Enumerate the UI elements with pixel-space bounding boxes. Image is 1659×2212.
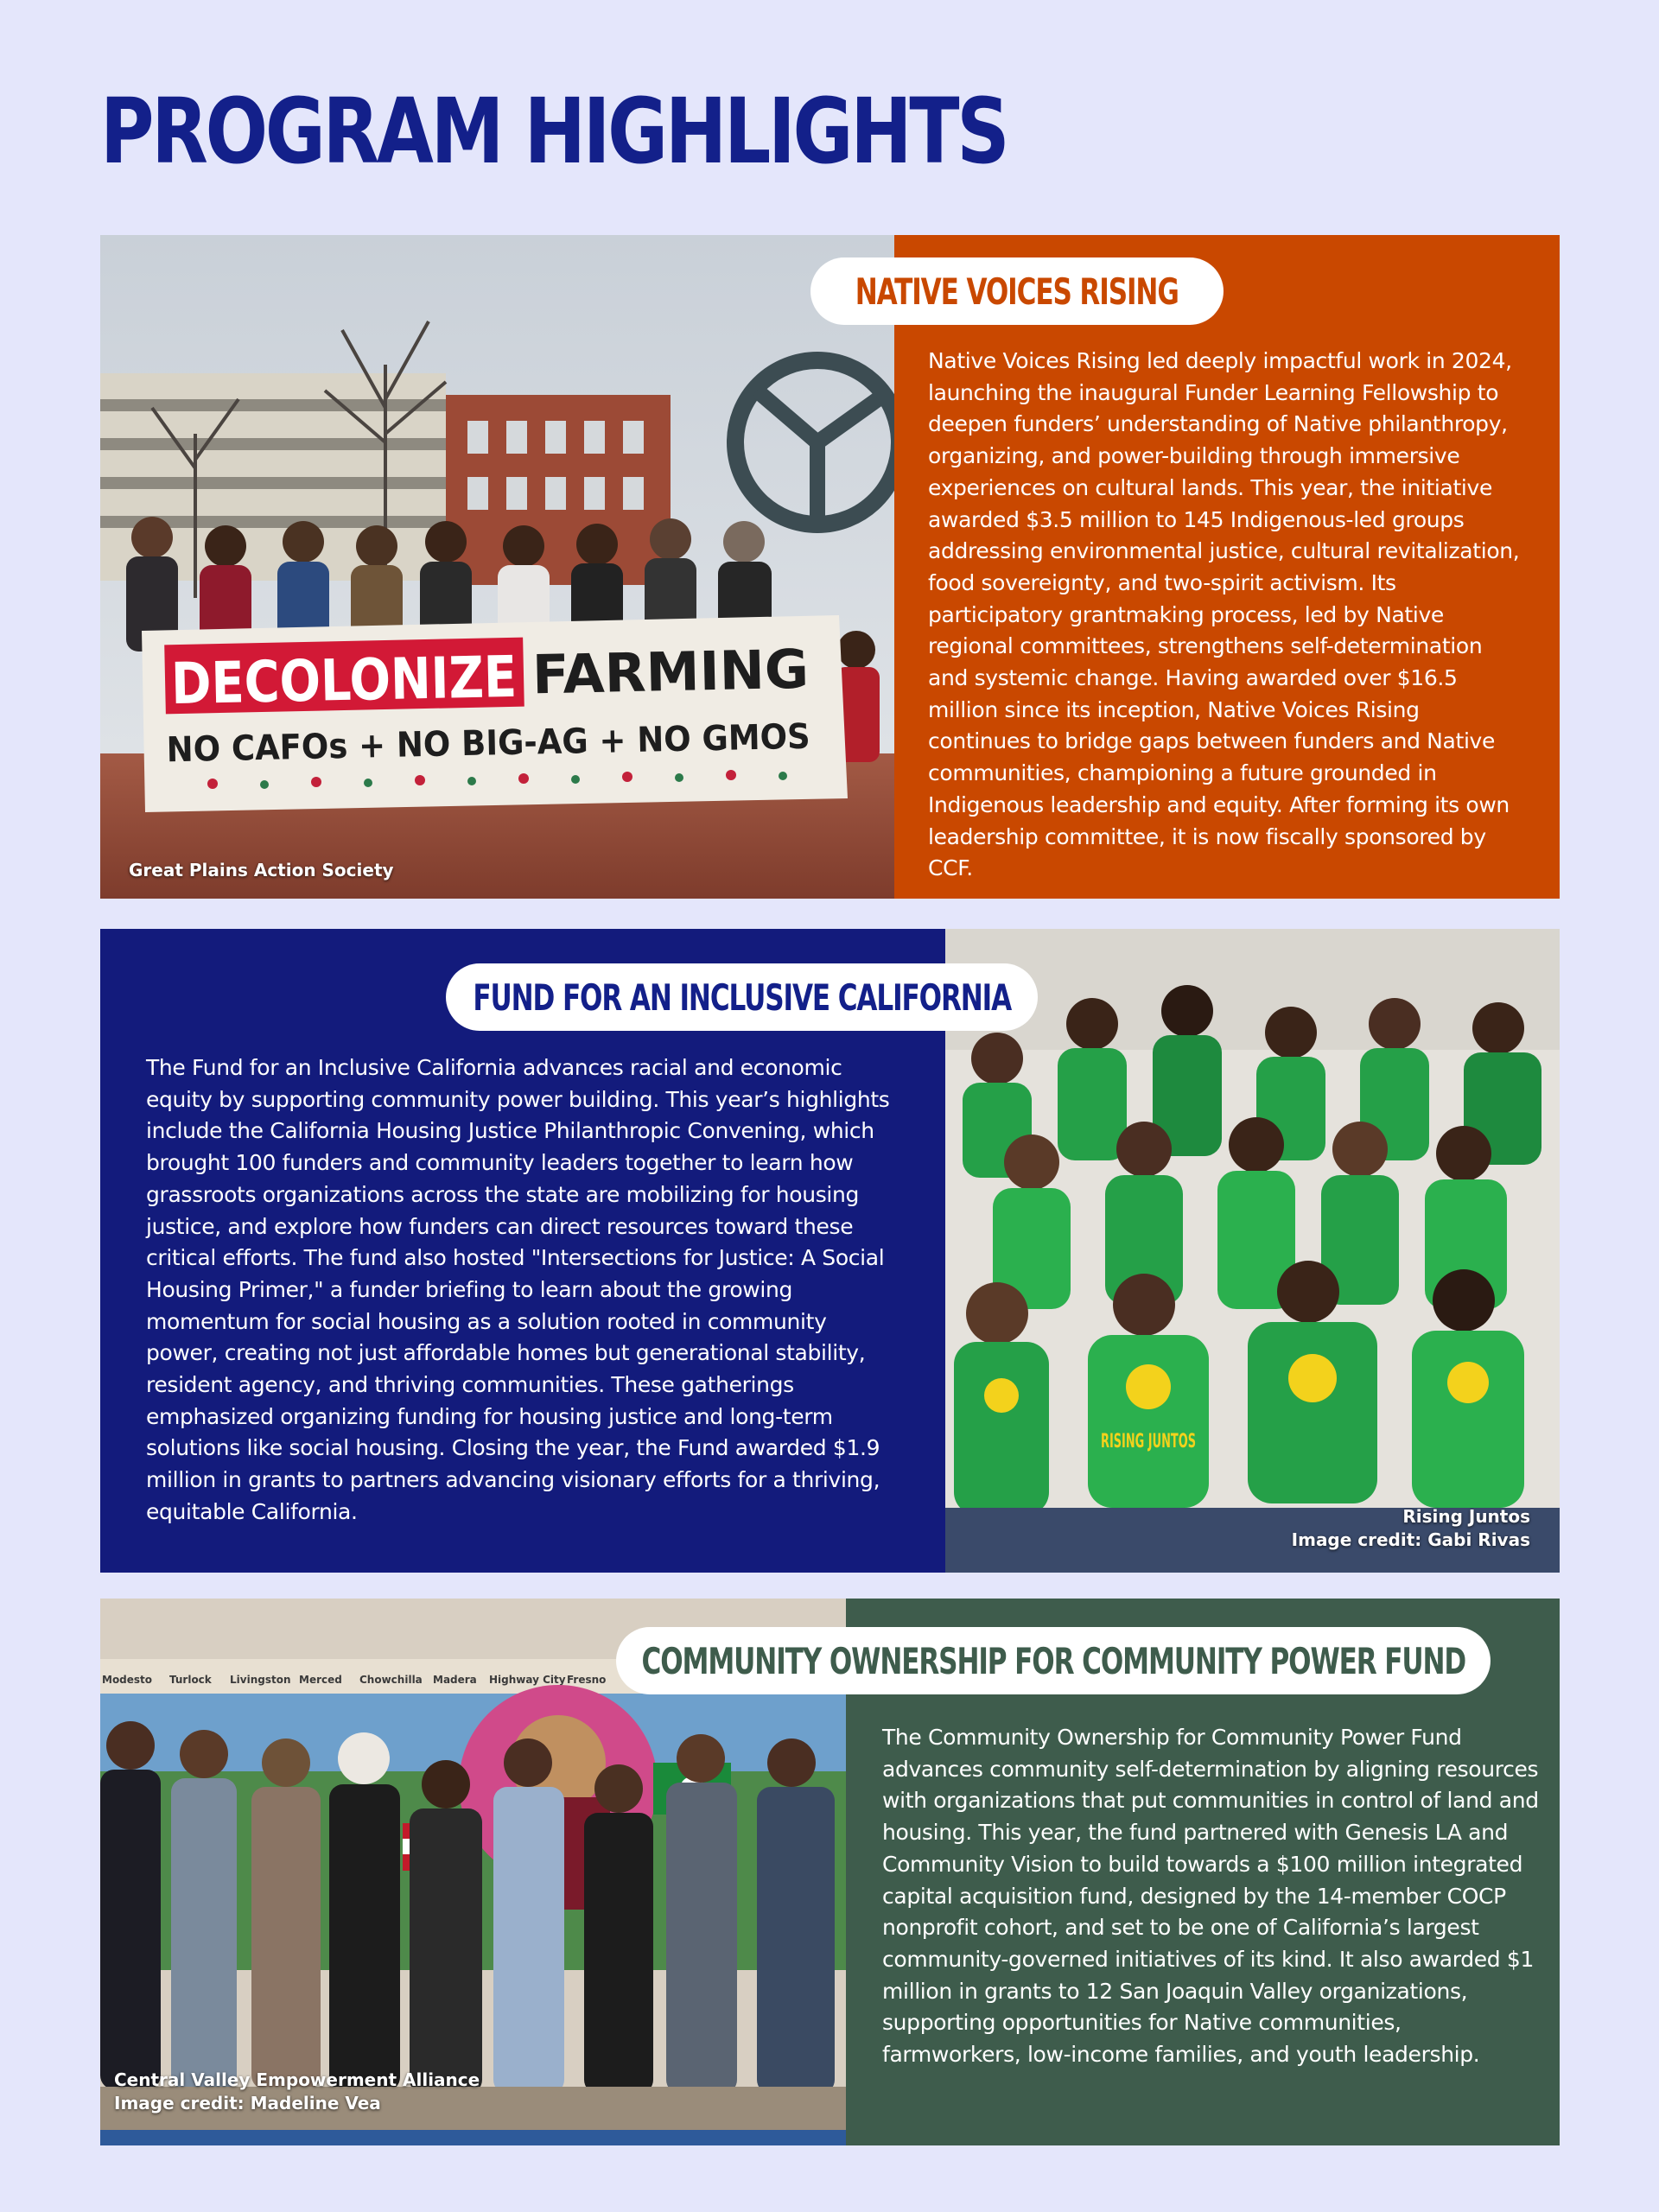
rising-juntos-photo-illustration — [945, 929, 1560, 1573]
great-plains-photo-illustration — [100, 235, 894, 899]
photo-caption-great-plains — [129, 859, 394, 882]
native-voices-heading: NATIVE VOICES RISING — [855, 270, 1179, 313]
community-ownership-heading: COMMUNITY OWNERSHIP FOR COMMUNITY POWER FUND — [641, 1639, 1465, 1682]
photo-caption-central-valley — [114, 2069, 480, 2115]
inclusive-california-heading-pill — [446, 963, 1038, 1031]
banner-farming-text: FARMING — [531, 637, 809, 707]
caption-line: Central Valley Empowerment Alliance — [114, 2069, 480, 2090]
caption-line: Rising Juntos — [1402, 1506, 1530, 1527]
caption-credit: Image credit: Gabi Rivas — [1291, 1529, 1530, 1550]
native-voices-rising-section — [100, 235, 1560, 899]
community-ownership-body: The Community Ownership for Community Power Fund advances community self-determination by aligning resources with organizations that put communities in control of land and housing. This year, the fund partnered with Genesis LA and Community Vision to build towards a $100 million integrated capital acquisition fund, designed by the 14-member COCP nonprofit cohort, and set to be one of California’s largest community-governed initiatives of its kind. It also awarded $1 million in grants to 12 San Joaquin Valley organizations, supporting opportunities for Native communities, farmworkers, low-income families, and youth leadership. — [882, 1725, 1539, 2068]
inclusive-california-section — [100, 929, 1560, 1573]
native-voices-body: Native Voices Rising led deeply impactful work in 2024, launching the inaugural Funder Learning Fellowship to deepen funders’ understanding of Native philanthropy, organizing, and power-building through immersive experiences on cultural lands. This year, the initiative awarded $3.5 million to 145 Indigenous-led groups addressing environmental justice, cultural revitalization, food sovereignty, and two-spirit activism. Its participatory grantmaking process, led by Native regional committees, strengthens self-determination and systemic change. Having awarded over $16.5 million since its inception, Native Voices Rising continues to bridge gaps between funders and Native communities, championing a future grounded in Indigenous leadership and equity. After forming its own leadership committee, it is now fiscally sponsored by CCF. — [928, 348, 1520, 881]
banner-highlight-text: DECOLONIZE — [170, 642, 581, 718]
community-ownership-section — [100, 1599, 1560, 2145]
great-plains-photo — [100, 235, 894, 899]
shirt-text: RISING JUNTOS — [1101, 1431, 1196, 1452]
mural-town-names: Modesto Turlock Livingston Merced Chowchilla Madera Highway City Fresno — [102, 1674, 607, 1686]
community-ownership-heading-pill — [616, 1627, 1491, 1694]
caption-credit: Image credit: Madeline Vea — [114, 2093, 381, 2113]
inclusive-california-heading: FUND FOR AN INCLUSIVE CALIFORNIA — [473, 976, 1011, 1019]
banner-demands-text: NO CAFOs + NO BIG-AG + NO GMOS — [166, 715, 864, 771]
page-title: PROGRAM HIGHLIGHTS — [100, 79, 1007, 184]
rising-juntos-photo — [945, 929, 1560, 1573]
caption-line: Great Plains Action Society — [129, 860, 394, 880]
inclusive-california-body: The Fund for an Inclusive California advances racial and economic equity by supporting community power building. This year’s highlights include the California Housing Justice Philanthropic Convening, which brought 100 funders and community leaders together to learn how grassroots organizations across the state are mobilizing for housing justice, and explore how funders can direct resources toward these critical efforts. The fund also hosted "Intersections for Justice: A Social Housing Primer," a funder briefing to learn about the growing momentum for social housing as a solution rooted in community power, creating not just affordable homes but generational stability, resident agency, and thriving communities. These gatherings emphasized organizing funding for housing justice and long-term solutions like social housing. Closing the year, the Fund awarded $1.9 million in grants to partners advancing visionary efforts for a thriving, equitable California. — [146, 1055, 890, 1524]
photo-caption-rising-juntos — [1292, 1505, 1530, 1552]
native-voices-heading-pill — [810, 257, 1224, 325]
